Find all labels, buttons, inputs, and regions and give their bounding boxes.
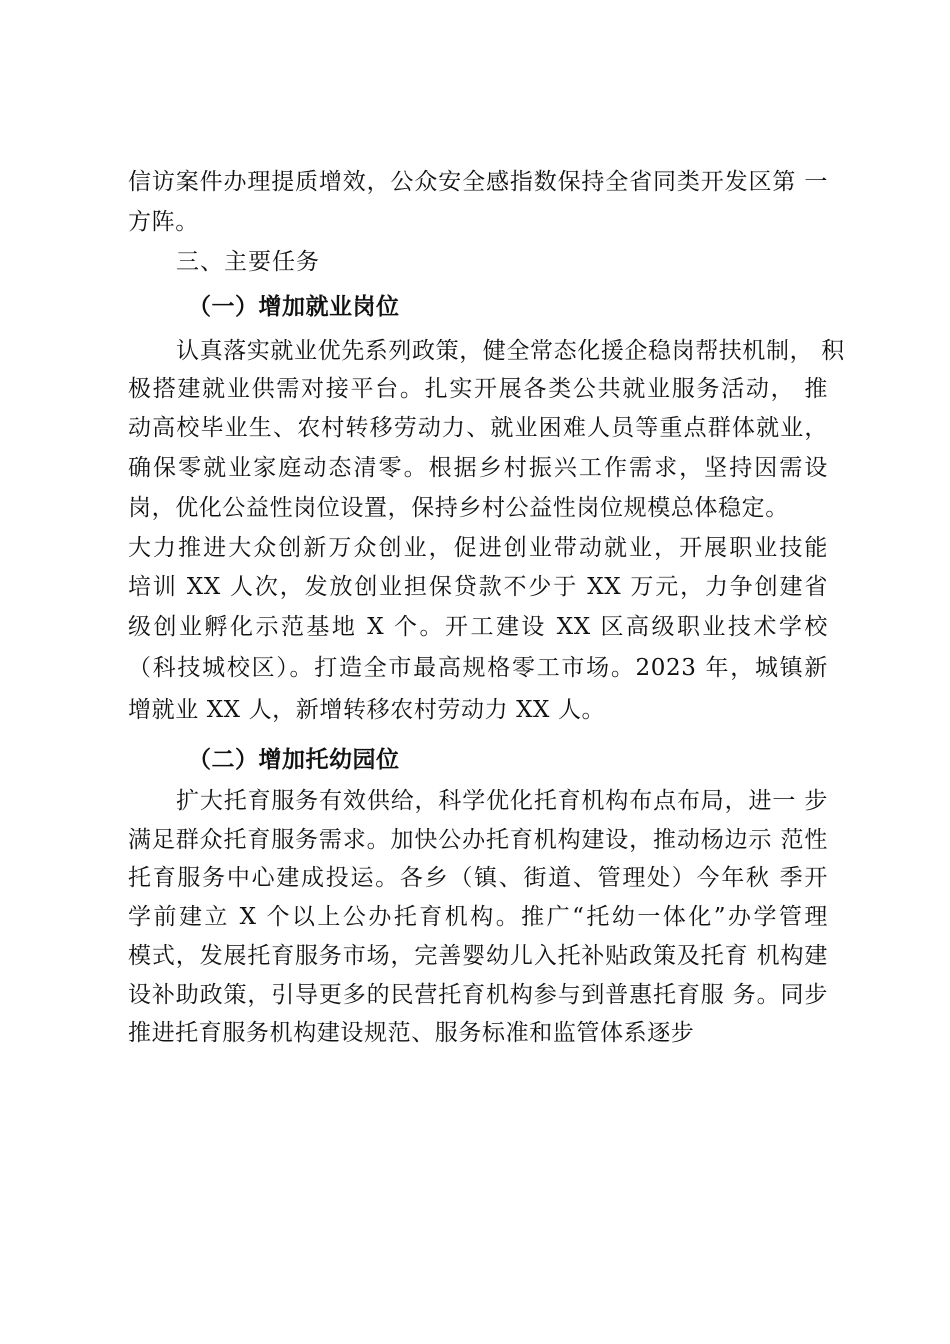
subsection-heading-1: （一）增加就业岗位 [188, 294, 400, 320]
paragraph-line: 培训 XX 人次，发放创业担保贷款不少于 XX 万元，力争创建省 [128, 574, 828, 600]
paragraph-line: 信访案件办理提质增效，公众安全感指数保持全省同类开发区第 一 [128, 169, 828, 195]
paragraph-line: 认真落实就业优先系列政策，健全常态化援企稳岗帮扶机制， 积 [176, 338, 845, 364]
paragraph-line: 确保零就业家庭动态清零。根据乡村振兴工作需求，坚持因需设 [128, 455, 828, 481]
subsection-heading-2: （二）增加托幼园位 [188, 747, 400, 773]
section-heading: 三、主要任务 [176, 249, 320, 275]
paragraph-line: （科技城校区）。打造全市最高规格零工市场。2023 年，城镇新 [128, 655, 828, 681]
paragraph-line: 岗，优化公益性岗位设置，保持乡村公益性岗位规模总体稳定。 [128, 495, 789, 521]
paragraph-line: 满足群众托育服务需求。加快公办托育机构建设，推动杨边示 范性 [128, 827, 828, 853]
paragraph-line: 模式，发展托育服务市场，完善婴幼儿入托补贴政策及托育 机构建 [128, 943, 828, 969]
paragraph-line: 学前建立 X 个以上公办托育机构。推广“托幼一体化”办学管理 [128, 904, 828, 930]
paragraph-line: 推进托育服务机构建设规范、服务标准和监管体系逐步 [128, 1020, 695, 1046]
paragraph-line: 设补助政策，引导更多的民营托育机构参与到普惠托育服 务。同步 [128, 982, 828, 1008]
paragraph-line: 方阵。 [128, 209, 199, 235]
paragraph-line: 扩大托育服务有效供给，科学优化托育机构布点布局，进一 步 [176, 788, 828, 814]
paragraph-line: 托育服务中心建成投运。各乡（镇、街道、管理处）今年秋 季开 [128, 865, 828, 891]
paragraph-line: 大力推进大众创新万众创业，促进创业带动就业，开展职业技能 [128, 535, 828, 561]
paragraph-line: 动高校毕业生、农村转移劳动力、就业困难人员等重点群体就业， [128, 415, 828, 441]
paragraph-line: 级创业孵化示范基地 X 个。开工建设 XX 区高级职业技术学校 [128, 614, 828, 640]
paragraph-line: 增就业 XX 人，新增转移农村劳动力 XX 人。 [128, 697, 606, 723]
paragraph-line: 极搭建就业供需对接平台。扎实开展各类公共就业服务活动， 推 [128, 376, 828, 402]
